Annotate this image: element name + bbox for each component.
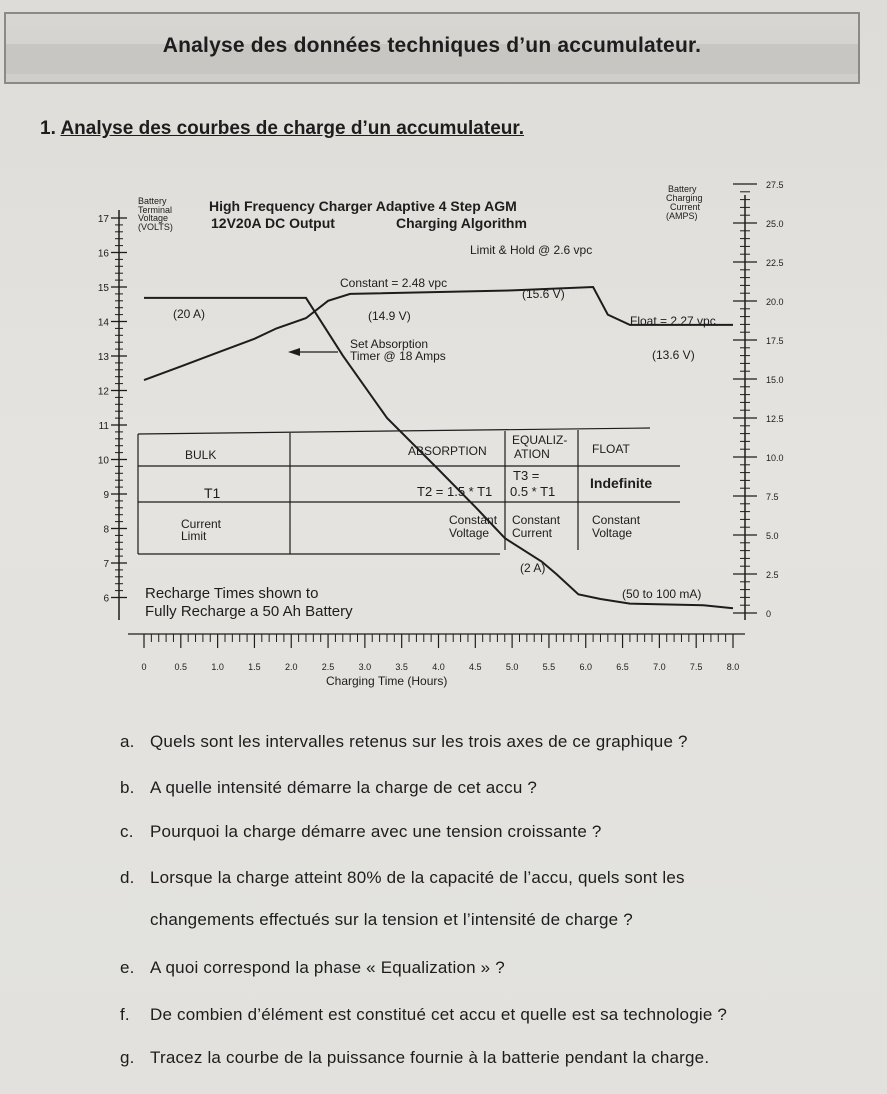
- question-text: De combien d’élément est constitué cet accu et quelle est sa technologie ?: [150, 1005, 728, 1024]
- left-tick-label: 6: [103, 593, 109, 605]
- table-indefinite: Indefinite: [590, 475, 653, 491]
- question-item: [150, 910, 633, 930]
- annotation-14-9v: (14.9 V): [368, 309, 411, 323]
- annotation-limit: Limit & Hold @ 2.6 vpc: [470, 243, 593, 257]
- right-tick-label: 22.5: [766, 258, 784, 268]
- annotation-ma: (50 to 100 mA): [622, 587, 702, 601]
- right-tick-label: 7.5: [766, 492, 779, 502]
- table-constant-voltage: Voltage: [449, 526, 490, 540]
- question-text: Pourquoi la charge démarre avec une tension croissante ?: [150, 822, 602, 841]
- right-tick-label: 17.5: [766, 336, 784, 346]
- annotation-timer: Timer @ 18 Amps: [350, 349, 446, 363]
- x-tick-label: 2.0: [284, 662, 298, 672]
- right-tick-label: 12.5: [766, 414, 784, 424]
- chart-svg: [0, 170, 887, 710]
- table-constant-current: Current: [512, 526, 553, 540]
- left-tick-label: 17: [97, 214, 109, 225]
- annotation-recharge: Recharge Times shown to: [145, 585, 319, 602]
- left-axis-label: [138, 196, 173, 232]
- left-tick-label: 9: [103, 490, 109, 501]
- right-tick-label: 10.0: [766, 453, 784, 463]
- charging-chart: [0, 170, 887, 710]
- question-label: a.: [120, 732, 135, 751]
- table-equalization: EQUALIZ-: [512, 433, 568, 447]
- chart-subtitle-left: 12V20A DC Output: [211, 215, 335, 231]
- right-tick-label: 5.0: [766, 531, 779, 541]
- question-item: [120, 822, 602, 842]
- question-text: Lorsque la charge atteint 80% de la capacité de l’accu, quels sont les: [150, 868, 685, 887]
- table-current-limit: Limit: [181, 529, 207, 543]
- right-tick-label: 25.0: [766, 219, 784, 229]
- question-text: Tracez la courbe de la puissance fournie à la batterie pendant la charge.: [150, 1048, 710, 1067]
- left-tick-label: 13: [97, 352, 109, 363]
- annotation-set-absorption: Set Absorption: [350, 337, 429, 351]
- question-text: Quels sont les intervalles retenus sur les trois axes de ce graphique ?: [150, 732, 688, 751]
- table-constant-float-voltage: Voltage: [592, 526, 633, 540]
- chart-annotations: [145, 243, 716, 620]
- x-tick-label: 6.5: [616, 662, 629, 672]
- x-tick-label: 3.0: [358, 662, 372, 672]
- annotation-13-6v: (13.6 V): [652, 348, 695, 362]
- right-axis-label-line: Battery: [668, 184, 697, 194]
- x-tick-label: 2.5: [321, 662, 335, 672]
- section-number: 1.: [40, 118, 56, 139]
- voltage-curve: [144, 287, 733, 380]
- question-label: c.: [120, 822, 134, 841]
- x-tick-label: 6.0: [579, 662, 593, 672]
- table-constant-float-voltage: Constant: [592, 513, 641, 527]
- question-text: A quelle intensité démarre la charge de cet accu ?: [150, 778, 538, 797]
- left-tick-label: 7: [103, 559, 109, 570]
- left-tick-label: 8: [103, 524, 109, 536]
- left-tick-label: 14: [97, 317, 109, 329]
- table-t2: T2 = 1.5 * T1: [417, 484, 493, 499]
- question-item: [120, 1005, 727, 1025]
- question-label: e.: [120, 958, 135, 977]
- x-tick-label: 8.0: [726, 662, 740, 672]
- question-item: [120, 868, 685, 888]
- annotation-20a: (20 A): [173, 307, 206, 321]
- table-t1: T1: [204, 485, 221, 501]
- right-axis-label-line: (AMPS): [666, 211, 698, 221]
- x-tick-label: 1.5: [248, 662, 261, 672]
- table-constant-current: Constant: [512, 513, 561, 527]
- annotation-constant: Constant = 2.48 vpc: [340, 276, 448, 290]
- x-tick-label: 5.0: [505, 662, 519, 672]
- annotation-fully: Fully Recharge a 50 Ah Battery: [145, 603, 353, 620]
- question-item: [120, 1048, 709, 1068]
- section-title: Analyse des courbes de charge d’un accumulateur.: [60, 118, 524, 139]
- table-constant-voltage: Constant: [449, 513, 498, 527]
- question-label: b.: [120, 778, 135, 797]
- chart-title: High Frequency Charger Adaptive 4 Step AGM: [209, 198, 517, 214]
- x-tick-label: 4.0: [432, 662, 445, 672]
- right-tick-label: 20.0: [766, 297, 784, 307]
- left-axis-label-line: Voltage: [138, 213, 169, 223]
- x-tick-label: 4.5: [469, 662, 482, 672]
- annotation-2a: (2 A): [520, 561, 546, 575]
- right-axis-label-line: Charging: [666, 193, 703, 203]
- table-top-line: [138, 428, 650, 434]
- left-axis-label-line: Terminal: [138, 205, 173, 215]
- left-tick-label: 11: [98, 421, 109, 432]
- section-heading: [40, 118, 524, 140]
- question-label: d.: [120, 868, 135, 887]
- annotation-15-6v: (15.6 V): [522, 287, 565, 301]
- x-tick-label: 3.5: [395, 662, 408, 672]
- x-tick-label: 7.0: [653, 662, 666, 672]
- right-ticks: [733, 180, 784, 619]
- question-label: f.: [120, 1005, 130, 1024]
- left-axis-label-line: Battery: [138, 196, 167, 206]
- left-tick-label: 16: [97, 248, 109, 260]
- question-item: [120, 958, 505, 978]
- question-label: g.: [120, 1048, 135, 1067]
- right-tick-label: 15.0: [766, 375, 784, 385]
- table-bulk: BULK: [185, 448, 217, 462]
- left-tick-label: 10: [97, 455, 109, 467]
- right-tick-label: 0: [766, 609, 772, 619]
- page-title: Analyse des données techniques d’un accumulateur.: [162, 34, 702, 57]
- table-t3: 0.5 * T1: [510, 484, 556, 499]
- title-box: [4, 12, 860, 84]
- annotation-float: Float = 2.27 vpc: [630, 314, 716, 328]
- x-tick-label: 0.5: [174, 662, 188, 672]
- table-equalization: ATION: [514, 447, 550, 461]
- x-axis-label: Charging Time (Hours): [326, 674, 448, 688]
- left-tick-label: 15: [97, 283, 109, 294]
- right-tick-label: 2.5: [766, 570, 779, 580]
- question-text: changements effectués sur la tension et l’intensité de charge ?: [150, 910, 633, 929]
- question-item: [120, 778, 537, 798]
- x-tick-label: 7.5: [689, 662, 703, 672]
- question-text: A quoi correspond la phase « Equalization » ?: [150, 958, 505, 977]
- right-axis-label: [666, 184, 703, 221]
- table-absorption: ABSORPTION: [408, 444, 487, 458]
- left-axis-label-line: (VOLTS): [138, 222, 173, 232]
- left-tick-label: 12: [97, 386, 109, 398]
- phase-table-text: [181, 433, 652, 543]
- table-current-limit: Current: [181, 517, 222, 531]
- absorption-arrow-head: [288, 348, 300, 356]
- left-ticks: [98, 214, 127, 605]
- table-float: FLOAT: [592, 442, 630, 456]
- x-tick-label: 0: [141, 662, 147, 672]
- right-axis-label-line: Current: [670, 202, 701, 212]
- x-tick-label: 5.5: [542, 662, 556, 672]
- table-t3: T3 =: [513, 468, 540, 483]
- chart-subtitle-right: Charging Algorithm: [396, 215, 527, 231]
- x-tick-label: 1.0: [211, 662, 224, 672]
- x-ticks: [141, 634, 739, 672]
- question-item: [120, 732, 688, 752]
- right-tick-label: 27.5: [766, 180, 784, 190]
